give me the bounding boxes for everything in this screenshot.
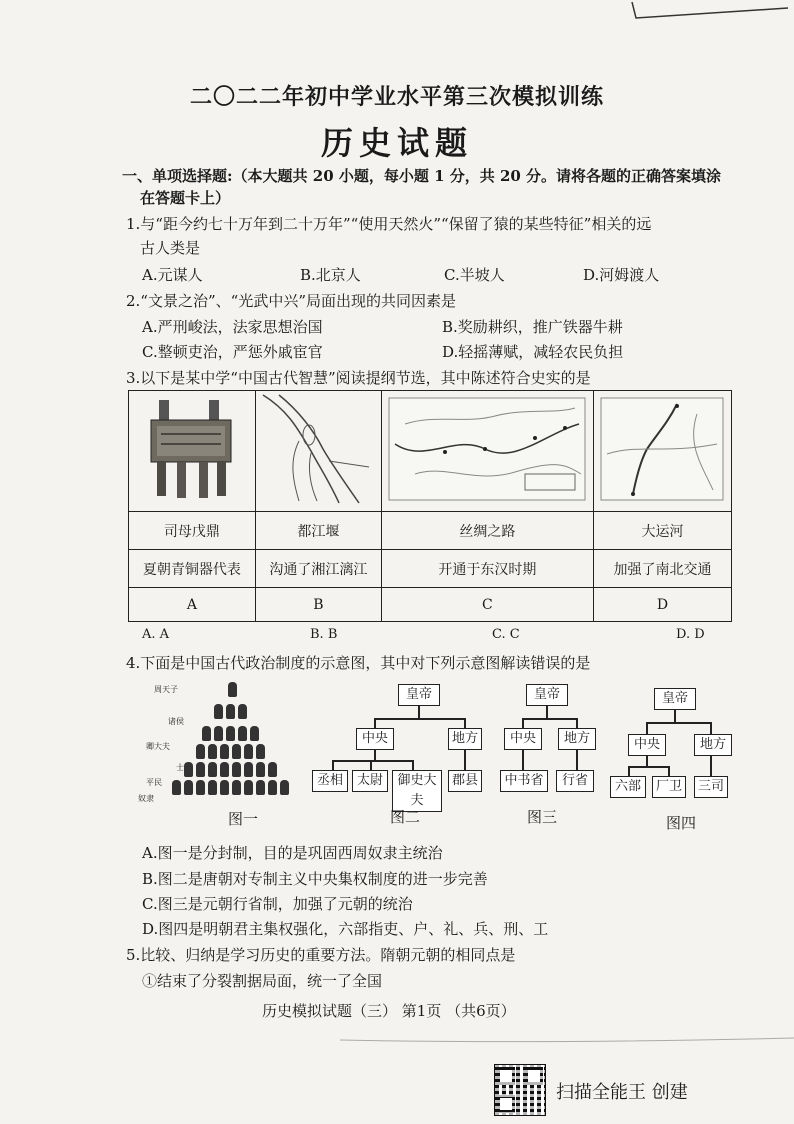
fig2-emperor-box: 皇帝 xyxy=(398,684,440,706)
pyramid-figure-icon xyxy=(256,762,265,777)
q4-option-b: B.图二是唐朝对专制主义中央集权制度的进一步完善 xyxy=(142,870,488,888)
fig2-taiwei-box: 太尉 xyxy=(352,770,388,792)
level-minister-label: 卿大夫 xyxy=(146,742,170,751)
q2-stem: 2.“文景之治”、“光武中兴”局面出现的共同因素是 xyxy=(126,292,456,310)
q3-letter-b: B xyxy=(255,588,381,622)
pyramid-figure-icon xyxy=(238,704,247,719)
pyramid-figure-icon xyxy=(196,780,205,795)
fig2-local-box: 地方 xyxy=(448,728,482,750)
pyramid-figure-icon xyxy=(214,704,223,719)
pyramid-figure-icon xyxy=(244,744,253,759)
pyramid-figure-icon xyxy=(202,726,211,741)
level-king-label: 周天子 xyxy=(154,685,178,694)
q3-option-d: D. D xyxy=(676,627,705,642)
pyramid-figure-icon xyxy=(184,780,193,795)
pyramid-figure-icon xyxy=(238,726,247,741)
dujiangyan-map-cell xyxy=(255,391,381,512)
pyramid-figure-icon xyxy=(220,780,229,795)
pyramid-figure-icon xyxy=(250,726,259,741)
q3-option-a: A. A xyxy=(142,627,170,642)
q3-letter-d: D xyxy=(593,588,731,622)
pyramid-figure-icon xyxy=(232,744,241,759)
figure-4-caption: 图四 xyxy=(666,814,697,832)
level-vassal-label: 诸侯 xyxy=(168,717,184,726)
bronze-ding-image xyxy=(137,394,247,504)
figure-3-caption: 图三 xyxy=(527,808,558,826)
pyramid-figure-icon xyxy=(184,762,193,777)
fig4-guards-box: 厂卫 xyxy=(652,776,686,798)
grand-canal-map-image xyxy=(597,394,727,504)
section-heading: 一、单项选择题:（本大题共 20 小题，每小题 1 分，共 20 分。请将各题的正确答案填涂 xyxy=(122,167,722,185)
pyramid-figure-icon xyxy=(214,726,223,741)
pyramid-figure-icon xyxy=(268,762,277,777)
section-heading-cont: 在答题卡上） xyxy=(140,189,231,207)
q3-name-a: 司母戊鼎 xyxy=(129,512,256,550)
q2-option-a: A.严刑峻法，法家思想治国 xyxy=(142,318,323,336)
q3-option-c: C. C xyxy=(492,627,520,642)
pyramid-figure-icon xyxy=(226,726,235,741)
qr-code-icon xyxy=(494,1064,546,1116)
page-footer: 历史模拟试题（三） 第1页 （共6页） xyxy=(262,1002,516,1020)
level-scholar-label: 士 xyxy=(176,763,184,772)
fig3-central-box: 中央 xyxy=(504,728,542,750)
fig3-local-box: 地方 xyxy=(558,728,596,750)
exam-title: 二〇二二年初中学业水平第三次模拟训练 xyxy=(189,84,604,110)
q3-statement-d: 加强了南北交通 xyxy=(593,550,731,588)
figure-1-pyramid xyxy=(136,678,306,808)
fig2-central-box: 中央 xyxy=(356,728,394,750)
fig3-secretariat-box: 中书省 xyxy=(500,770,548,792)
q1-stem: 1.与“距今约七十万年到二十万年”“使用天然火”“保留了猿的某些特征”相关的远 xyxy=(126,215,652,233)
q1-option-d: D.河姆渡人 xyxy=(583,266,660,284)
q4-stem: 4.下面是中国古代政治制度的示意图，其中对下列示意图解读错误的是 xyxy=(126,654,591,672)
q5-stem: 5.比较、归纳是学习历史的重要方法。隋朝元朝的相同点是 xyxy=(126,946,516,964)
pyramid-figure-icon xyxy=(226,704,235,719)
pyramid-figure-icon xyxy=(172,780,181,795)
q4-option-a: A.图一是分封制，目的是巩固西周奴隶主统治 xyxy=(142,844,443,862)
fig3-emperor-box: 皇帝 xyxy=(526,684,568,706)
pyramid-figure-icon xyxy=(208,744,217,759)
fig4-three-offices-box: 三司 xyxy=(694,776,728,798)
q4-option-d: D.图四是明朝君主集权强化，六部指吏、户、礼、兵、刑、工 xyxy=(142,920,549,938)
silk-road-map-cell xyxy=(381,391,593,512)
figure-1-caption: 图一 xyxy=(228,810,259,828)
q3-stem: 3.以下是某中学“中国古代智慧”阅读提纲节选，其中陈述符合史实的是 xyxy=(126,369,591,387)
pyramid-figure-icon xyxy=(220,762,229,777)
fig2-commandery-box: 郡县 xyxy=(448,770,482,792)
pyramid-figure-icon xyxy=(268,780,277,795)
ding-image-cell xyxy=(129,391,256,512)
q2-option-b: B.奖励耕织，推广铁器牛耕 xyxy=(442,318,623,336)
figure-3-diagram xyxy=(496,684,606,798)
pyramid-figure-icon xyxy=(220,744,229,759)
pyramid-figure-icon xyxy=(196,744,205,759)
pyramid-figure-icon xyxy=(256,780,265,795)
level-slave-label: 奴隶 xyxy=(138,794,154,803)
fig4-emperor-box: 皇帝 xyxy=(654,688,696,710)
pyramid-figure-icon xyxy=(208,780,217,795)
q3-name-b: 都江堰 xyxy=(255,512,381,550)
q5-item-1: ①结束了分裂割据局面，统一了全国 xyxy=(142,972,383,990)
fig2-censor-box: 御史大夫 xyxy=(392,770,442,812)
level-commoner-label: 平民 xyxy=(146,778,162,787)
q3-table xyxy=(128,390,732,622)
q3-option-b: B. B xyxy=(310,627,338,642)
q3-name-d: 大运河 xyxy=(593,512,731,550)
q3-name-c: 丝绸之路 xyxy=(381,512,593,550)
figure-2-caption: 图二 xyxy=(390,808,421,826)
q3-letter-c: C xyxy=(381,588,593,622)
fold-line xyxy=(340,1036,794,1046)
q4-option-c: C.图三是元朝行省制，加强了元朝的统治 xyxy=(142,895,413,913)
pyramid-figure-icon xyxy=(244,762,253,777)
corner-mark xyxy=(628,0,794,22)
fig4-local-box: 地方 xyxy=(694,734,732,756)
q1-stem-cont: 古人类是 xyxy=(140,239,201,257)
pyramid-figure-icon xyxy=(228,682,237,697)
pyramid-figure-icon xyxy=(208,762,217,777)
q1-option-c: C.半坡人 xyxy=(444,266,505,284)
silk-road-map-image xyxy=(385,394,589,504)
grand-canal-map-cell xyxy=(593,391,731,512)
q3-statement-c: 开通于东汉时期 xyxy=(381,550,593,588)
q3-statement-b: 沟通了湘江漓江 xyxy=(255,550,381,588)
q3-statement-a: 夏朝青铜器代表 xyxy=(129,550,256,588)
dujiangyan-map-image xyxy=(259,391,377,507)
q2-option-c: C.整顿吏治，严惩外戚宦官 xyxy=(142,343,323,361)
q3-letter-a: A xyxy=(129,588,256,622)
pyramid-figure-icon xyxy=(280,780,289,795)
fig2-chancellor-box: 丞相 xyxy=(312,770,348,792)
q1-option-a: A.元谋人 xyxy=(142,266,203,284)
pyramid-figure-icon xyxy=(232,780,241,795)
q2-option-d: D.轻摇薄赋，减轻农民负担 xyxy=(442,343,624,361)
figure-4-diagram xyxy=(610,688,740,802)
q1-option-b: B.北京人 xyxy=(300,266,361,284)
pyramid-figure-icon xyxy=(196,762,205,777)
fig4-central-box: 中央 xyxy=(628,734,666,756)
subject-title: 历史试题 xyxy=(320,124,473,162)
pyramid-figure-icon xyxy=(256,744,265,759)
fig4-six-ministries-box: 六部 xyxy=(610,776,646,798)
pyramid-figure-icon xyxy=(244,780,253,795)
fig3-province-box: 行省 xyxy=(556,770,594,792)
scanner-watermark: 扫描全能王 创建 xyxy=(556,1082,688,1103)
figure-2-diagram xyxy=(308,684,482,808)
pyramid-figure-icon xyxy=(232,762,241,777)
